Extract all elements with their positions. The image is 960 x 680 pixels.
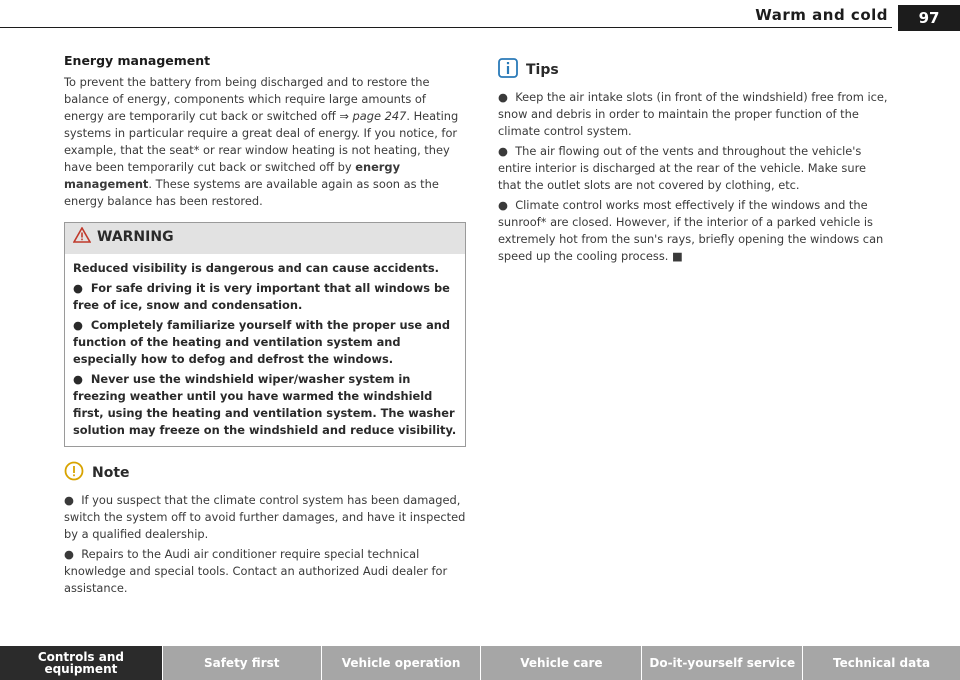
- warning-lead: Reduced visibility is dangerous and can cause accidents.: [73, 261, 439, 275]
- tips-item: ● Climate control works most effectively if the windows and the sunroof* are closed. However, if the interior of a parked vehicle is extremely hot from the sun's rays, briefly opening the windows can speed up the cooling process. ■: [498, 198, 884, 263]
- footer-nav: [0, 646, 960, 680]
- page-reference-link[interactable]: page 247: [352, 109, 407, 123]
- tips-item: ● Keep the air intake slots (in front of the windshield) free from ice, snow and debris in order to maintain the proper function of the climate control system.: [498, 90, 888, 138]
- tab-safety-first[interactable]: Safety first: [162, 646, 321, 680]
- tips-item: ● The air flowing out of the vents and throughout the vehicle's entire interior is discharged at the rear of the vehicle. Make sure that the outlet slots are not covered by clothing, etc.: [498, 144, 867, 192]
- tips-title: Tips: [526, 62, 559, 78]
- header-rule: [0, 27, 892, 28]
- tips-header: [498, 58, 890, 83]
- note-item: ● If you suspect that the climate control system has been damaged, switch the system off to avoid further damages, and have it inspected by a qualified dealership.: [64, 493, 466, 541]
- tab-controls-and-equipment[interactable]: Controls and equipment: [0, 646, 162, 680]
- warning-item: ● Never use the windshield wiper/washer system in freezing weather until you have warmed the windshield first, using the heating and ventilation system. The washer solution may freeze on the windshield and reduce visibility.: [73, 372, 457, 437]
- warning-item: ● Completely familiarize yourself with the proper use and function of the heating and ventilation system and especially how to defog and defrost the windows.: [73, 318, 451, 366]
- tab-vehicle-operation[interactable]: Vehicle operation: [321, 646, 481, 680]
- warning-box: [64, 222, 466, 447]
- energy-heading: Energy management: [64, 53, 211, 68]
- tab-vehicle-care[interactable]: Vehicle care: [480, 646, 641, 680]
- note-header: [64, 461, 466, 486]
- tab-technical-data[interactable]: Technical data: [802, 646, 960, 680]
- right-column: [498, 46, 890, 268]
- warning-item: ● For safe driving it is very important that all windows be free of ice, snow and condensation.: [73, 281, 450, 312]
- tab-do-it-yourself-service[interactable]: Do-it-yourself service: [641, 646, 802, 680]
- note-item: ● Repairs to the Audi air conditioner require special technical knowledge and special tools. Contact an authorized Audi dealer for assistance.: [64, 547, 448, 595]
- warning-header: [65, 223, 465, 254]
- page-number: 97: [898, 5, 960, 31]
- note-title: Note: [92, 465, 130, 481]
- section-title: Warm and cold: [755, 6, 888, 24]
- warning-triangle-icon: [73, 227, 91, 248]
- exclamation-circle-icon: [64, 461, 84, 486]
- energy-paragraph: To prevent the battery from being discharged and to restore the balance of energy, components which require large amounts of energy are temporarily cut back or switched off ⇒ page 247. Heating systems in particular require a great deal of energy. If you notice, for example, that the seat* or rear window heating is not heating, they have been temporarily cut back or switched off by energy management. These systems are available again as soon as the energy balance has been restored.: [64, 75, 459, 208]
- warning-body: [65, 254, 465, 446]
- left-column: [64, 52, 466, 600]
- info-i-icon: [498, 58, 518, 83]
- warning-title: WARNING: [97, 229, 174, 245]
